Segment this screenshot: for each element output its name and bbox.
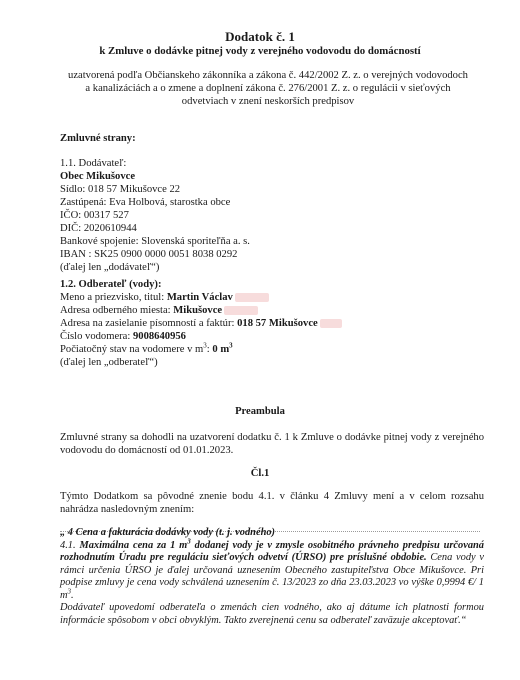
intro-line: a kanalizáciách a o zmene a doplnení zákona č. 276/2001 Z. z. o regulácii v sieťových bbox=[85, 83, 451, 94]
unit-superscript: 3 bbox=[187, 537, 191, 546]
quote-p1-bold-a: Maximálna cena za 1 m bbox=[79, 539, 188, 551]
quote-p1-end: . bbox=[71, 589, 74, 601]
unit-superscript: 3 bbox=[229, 341, 233, 350]
supplier-alias: (ďalej len „dodávateľ“) bbox=[60, 262, 160, 273]
supplier-bank: Bankové spojenie: Slovenská sporiteľňa a. s. bbox=[60, 236, 250, 247]
customer-alias: (ďalej len „odberateľ“) bbox=[60, 357, 158, 368]
supplier-heading bbox=[60, 157, 490, 170]
customer-mail-label: Adresa na zasielanie písomností a faktúr: bbox=[60, 318, 238, 329]
customer-meter-row bbox=[60, 330, 490, 343]
supplier-block bbox=[60, 157, 490, 274]
customer-meter-label: Číslo vodomera: bbox=[60, 331, 133, 342]
article-text: Týmto Dodatkom sa pôvodné znenie bodu 4.1. v článku 4 Zmluvy mení a v celom rozsahu nahrádza nasledovným znením: bbox=[60, 491, 484, 515]
quoted-clause bbox=[60, 527, 484, 627]
supplier-seat: Sídlo: 018 57 Mikušovce 22 bbox=[60, 184, 181, 195]
document-title: Dodatok č. 1 bbox=[225, 29, 295, 44]
customer-name-row bbox=[60, 291, 490, 304]
customer-site-label: Adresa odberného miesta: bbox=[60, 305, 174, 316]
intro-line: uzatvorená podľa Občianskeho zákonníka a zákona č. 442/2002 Z. z. o verejných vodovodoch bbox=[68, 70, 468, 81]
customer-initial-value: 0 m bbox=[212, 344, 230, 355]
preamble-text: Zmluvné strany sa dohodli na uzatvorení dodatku č. 1 k Zmluve o dodávke pitnej vody z verejného vodovodu do domácností od 01.01.2023. bbox=[60, 432, 484, 456]
customer-initial-label: Počiatočný stav na vodomere v m bbox=[60, 344, 204, 355]
supplier-iban: IBAN : SK25 0900 0000 0051 8038 0292 bbox=[60, 249, 238, 260]
document-subtitle: k Zmluve o dodávke pitnej vody z verejného vodovodu do domácností bbox=[99, 45, 421, 57]
quote-p1-rest: Cena vody v rámci určenia ÚRSO je ďalej určovaná uznesením Obecného zastupiteľstva Obce Mikušovce. Pri podpise zmluvy je cena vody schválená uznesením č. 13/2023 zo dňa 23.03.2023 vo výške 0,9994 €/ 1 m bbox=[60, 552, 484, 601]
customer-site-value: Mikušovce bbox=[173, 305, 223, 316]
customer-name-value: Martin Václav bbox=[166, 292, 233, 303]
quote-p1-prefix: 4.1. bbox=[60, 539, 80, 551]
redaction-mark bbox=[320, 319, 342, 328]
customer-mail-row bbox=[60, 317, 490, 330]
customer-heading: 1.2. Odberateľ (vody): bbox=[60, 279, 162, 290]
supplier-representative: Zastúpená: Eva Holbová, starostka obce bbox=[60, 197, 231, 208]
supplier-heading-text: 1.1. Dodávateľ: bbox=[60, 158, 127, 169]
customer-site-row bbox=[60, 304, 490, 317]
supplier-dic: DIČ: 2020610944 bbox=[60, 223, 137, 234]
redaction-mark bbox=[224, 306, 258, 315]
intro-line: odvetviach v znení neskorších predpisov bbox=[181, 96, 355, 107]
preamble-heading: Preambula bbox=[235, 406, 285, 417]
article-heading: Čl.1 bbox=[250, 468, 270, 479]
unit-superscript: 3 bbox=[67, 587, 72, 596]
unit-superscript: 3 bbox=[203, 341, 207, 350]
supplier-name: Obec Mikušovce bbox=[60, 171, 136, 182]
supplier-ico: IČO: 00317 527 bbox=[60, 210, 129, 221]
quote-p1-bold-b: dodanej vody je v zmysle osobitného právneho predpisu určovaná rozhodnutím Úradu pre reguláciu sieťových odvetví (ÚRSO) pre príslušné obdobie. bbox=[60, 539, 485, 563]
customer-block bbox=[60, 278, 490, 343]
customer-initial-colon: : bbox=[206, 344, 213, 355]
customer-initial-row bbox=[60, 343, 490, 356]
customer-meter-value: 9008640956 bbox=[132, 331, 186, 342]
quote-paragraph-1 bbox=[60, 537, 485, 603]
parties-heading: Zmluvné strany: bbox=[60, 133, 136, 144]
quote-heading: „ 4 Cena a fakturácia dodávky vody (t. j. vodného) bbox=[60, 527, 276, 538]
quote-paragraph-2: Dodávateľ upovedomí odberateľa o zmenách cien vodného, ako aj dátume ich platnosti formou informácie spôsobom v obci obvyklým. Takto zverejnenú cenu sa odberateľ zaväzuje akceptovať.“ bbox=[60, 602, 484, 626]
customer-initial-block bbox=[60, 343, 490, 369]
customer-mail-value: 018 57 Mikušovce bbox=[237, 318, 318, 329]
intro-paragraph bbox=[58, 69, 478, 108]
redaction-mark bbox=[235, 293, 269, 302]
customer-name-label: Meno a priezvisko, titul: bbox=[60, 292, 167, 303]
